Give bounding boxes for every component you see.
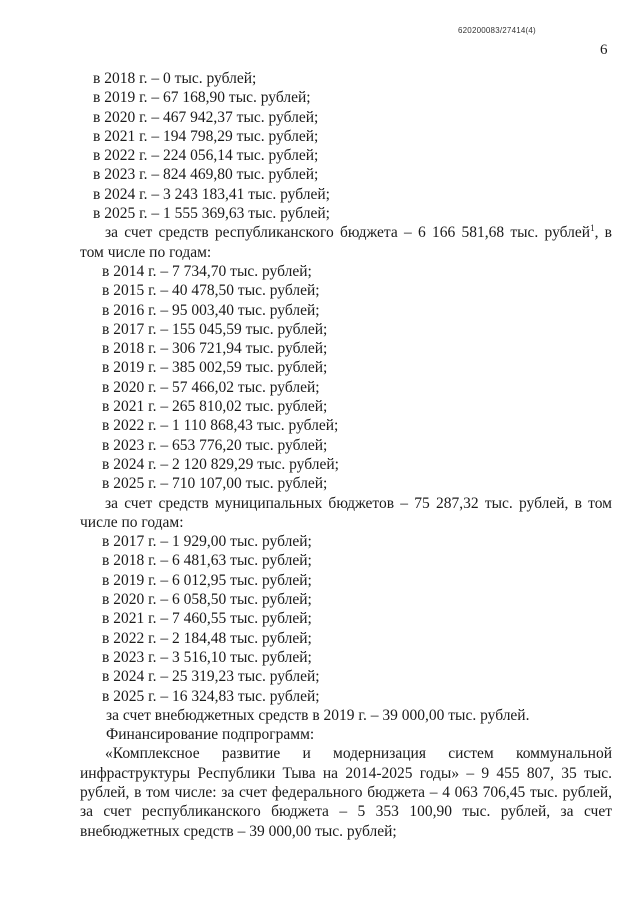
list-item: в 2016 г. – 95 003,40 тыс. рублей; <box>102 301 320 319</box>
subprogram-paragraph: «Комплексное развитие и модернизация систем коммунальной инфраструктуры Республики Тыва на 2014-2025 годы» – 9 455 807, 35 тыс. рублей, в том числе: за счет федерального бюджета – 4 063 706,45 тыс. рублей, за счет республиканского бюджета – 5 353 100,90 тыс. рублей, за счет внебюджетных средств – 39 000,00 тыс. рублей; <box>80 745 612 840</box>
list-item: в 2015 г. – 40 478,50 тыс. рублей; <box>102 282 320 300</box>
republican-budget-paragraph <box>80 223 612 262</box>
extrabudget-line: за счет внебюджетных средств в 2019 г. – 39 000,00 тыс. рублей. <box>106 706 530 724</box>
list-item: в 2024 г. – 3 243 183,41 тыс. рублей; <box>93 185 330 203</box>
list-item: в 2021 г. – 265 810,02 тыс. рублей; <box>102 398 328 416</box>
list-item: в 2020 г. – 6 058,50 тыс. рублей; <box>102 591 312 609</box>
list-item: в 2024 г. – 25 319,23 тыс. рублей; <box>102 668 320 686</box>
list-item: в 2019 г. – 385 002,59 тыс. рублей; <box>102 359 328 377</box>
footnote-mark: 1 <box>590 223 595 234</box>
list-item: в 2022 г. – 224 056,14 тыс. рублей; <box>93 147 319 165</box>
list-item: в 2022 г. – 1 110 868,43 тыс. рублей; <box>102 417 339 435</box>
list-item: в 2014 г. – 7 734,70 тыс. рублей; <box>102 262 312 280</box>
list-item: в 2023 г. – 3 516,10 тыс. рублей; <box>102 648 312 666</box>
list-item: в 2025 г. – 16 324,83 тыс. рублей; <box>102 687 320 705</box>
list-item: в 2017 г. – 1 929,00 тыс. рублей; <box>102 533 312 551</box>
page-number: 6 <box>600 42 608 58</box>
municipal-budget-paragraph: за счет средств муниципальных бюджетов – 75 287,32 тыс. рублей, в том числе по годам: <box>80 494 612 531</box>
list-item: в 2020 г. – 57 466,02 тыс. рублей; <box>102 378 320 396</box>
list-item: в 2019 г. – 67 168,90 тыс. рублей; <box>93 89 311 107</box>
federal-year-list <box>93 69 618 223</box>
list-item: в 2017 г. – 155 045,59 тыс. рублей; <box>102 320 328 338</box>
list-item: в 2025 г. – 710 107,00 тыс. рублей; <box>102 475 328 493</box>
list-item: в 2018 г. – 0 тыс. рублей; <box>93 70 257 87</box>
republican-intro-tail: , в том числе по годам: <box>80 224 612 261</box>
list-item: в 2021 г. – 194 798,29 тыс. рублей; <box>93 127 319 145</box>
list-item: в 2024 г. – 2 120 829,29 тыс. рублей; <box>102 455 339 473</box>
republican-year-list <box>93 262 618 494</box>
list-item: в 2022 г. – 2 184,48 тыс. рублей; <box>102 629 312 647</box>
list-item: в 2021 г. – 7 460,55 тыс. рублей; <box>102 610 312 628</box>
list-item: в 2023 г. – 653 776,20 тыс. рублей; <box>102 436 328 454</box>
republican-intro: за счет средств республиканского бюджета – 6 166 581,68 тыс. рублей <box>105 224 591 242</box>
municipal-year-list <box>93 532 618 706</box>
list-item: в 2023 г. – 824 469,80 тыс. рублей; <box>93 166 319 184</box>
list-item: в 2019 г. – 6 012,95 тыс. рублей; <box>102 571 312 589</box>
list-item: в 2020 г. – 467 942,37 тыс. рублей; <box>93 108 319 126</box>
list-item: в 2018 г. – 306 721,94 тыс. рублей; <box>102 340 328 358</box>
list-item: в 2025 г. – 1 555 369,63 тыс. рублей; <box>93 205 330 223</box>
list-item: в 2018 г. – 6 481,63 тыс. рублей; <box>102 552 312 570</box>
document-body <box>80 69 618 841</box>
subprograms-heading: Финансирование подпрограмм: <box>106 726 315 744</box>
document-code: 620200083/27414(4) <box>458 26 536 35</box>
